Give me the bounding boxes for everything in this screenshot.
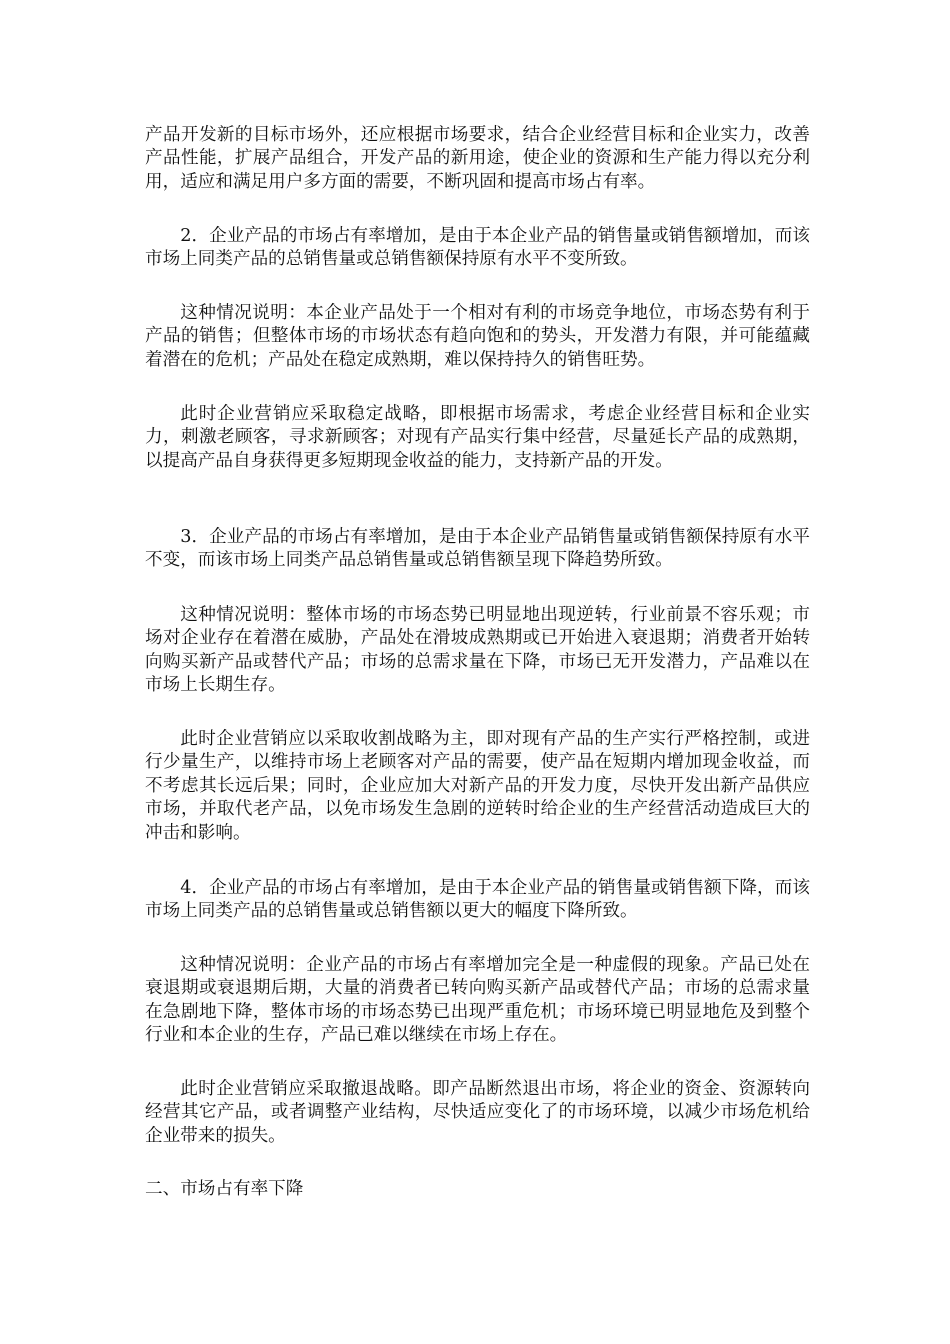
paragraph-9: 这种情况说明：企业产品的市场占有率增加完全是一种虚假的现象。产品已处在衰退期或衰退期后期，大量的消费者已转向购买新产品或替代产品；市场的总需求量在急剧地下降，整体市场的市场态势已出现严重危机；市场环境已明显地危及到整个行业和本企业的生存，产品已难以继续在市场上存在。: [145, 955, 810, 1046]
paragraph-10: 此时企业营销应采取撤退战略。即产品断然退出市场，将企业的资金、资源转向经营其它产品，或者调整产业结构，尽快适应变化了的市场环境，以减少市场危机给企业带来的损失。: [145, 1079, 810, 1146]
paragraph-8: 4．企业产品的市场占有率增加，是由于本企业产品的销售量或销售额下降，而该市场上同类产品的总销售量或总销售额以更大的幅度下降所致。: [145, 878, 810, 922]
paragraph-7: 此时企业营销应以采取收割战略为主，即对现有产品的生产实行严格控制，或进行少量生产，以维持市场上老顾客对产品的需要，使产品在短期内增加现金收益，而不考虑其长远后果；同时，企业应加大对新产品的开发力度，尽快开发出新产品供应市场，并取代老产品，以免市场发生急剧的逆转时给企业的生产经营活动造成巨大的冲击和影响。: [145, 729, 810, 843]
paragraph-6: 这种情况说明：整体市场的市场态势已明显地出现逆转，行业前景不容乐观；市场对企业存在着潜在威胁，产品处在滑坡成熟期或已开始进入衰退期；消费者开始转向购买新产品或替代产品；市场的总需求量在下降，市场已无开发潜力，产品难以在市场上长期生存。: [145, 605, 810, 696]
paragraph-1: 产品开发新的目标市场外，还应根据市场要求，结合企业经营目标和企业实力，改善产品性能，扩展产品组合，开发产品的新用途，使企业的资源和生产能力得以充分利用，适应和满足用户多方面的需要，不断巩固和提高市场占有率。: [145, 125, 810, 192]
section-heading: 二、市场占有率下降: [145, 1179, 304, 1199]
paragraph-2: 2．企业产品的市场占有率增加，是由于本企业产品的销售量或销售额增加，而该市场上同类产品的总销售量或总销售额保持原有水平不变所致。: [145, 226, 810, 270]
paragraph-5: 3．企业产品的市场占有率增加，是由于本企业产品销售量或销售额保持原有水平不变，而该市场上同类产品总销售量或总销售额呈现下降趋势所致。: [145, 527, 810, 571]
paragraph-3: 这种情况说明：本企业产品处于一个相对有利的市场竞争地位，市场态势有利于产品的销售；但整体市场的市场状态有趋向饱和的势头，开发潜力有限，并可能蕴藏着潜在的危机；产品处在稳定成熟期，难以保持持久的销售旺势。: [145, 303, 810, 370]
paragraph-4: 此时企业营销应采取稳定战略，即根据市场需求，考虑企业经营目标和企业实力，刺激老顾客，寻求新顾客；对现有产品实行集中经营，尽量延长产品的成熟期，以提高产品自身获得更多短期现金收益的能力，支持新产品的开发。: [145, 404, 810, 471]
